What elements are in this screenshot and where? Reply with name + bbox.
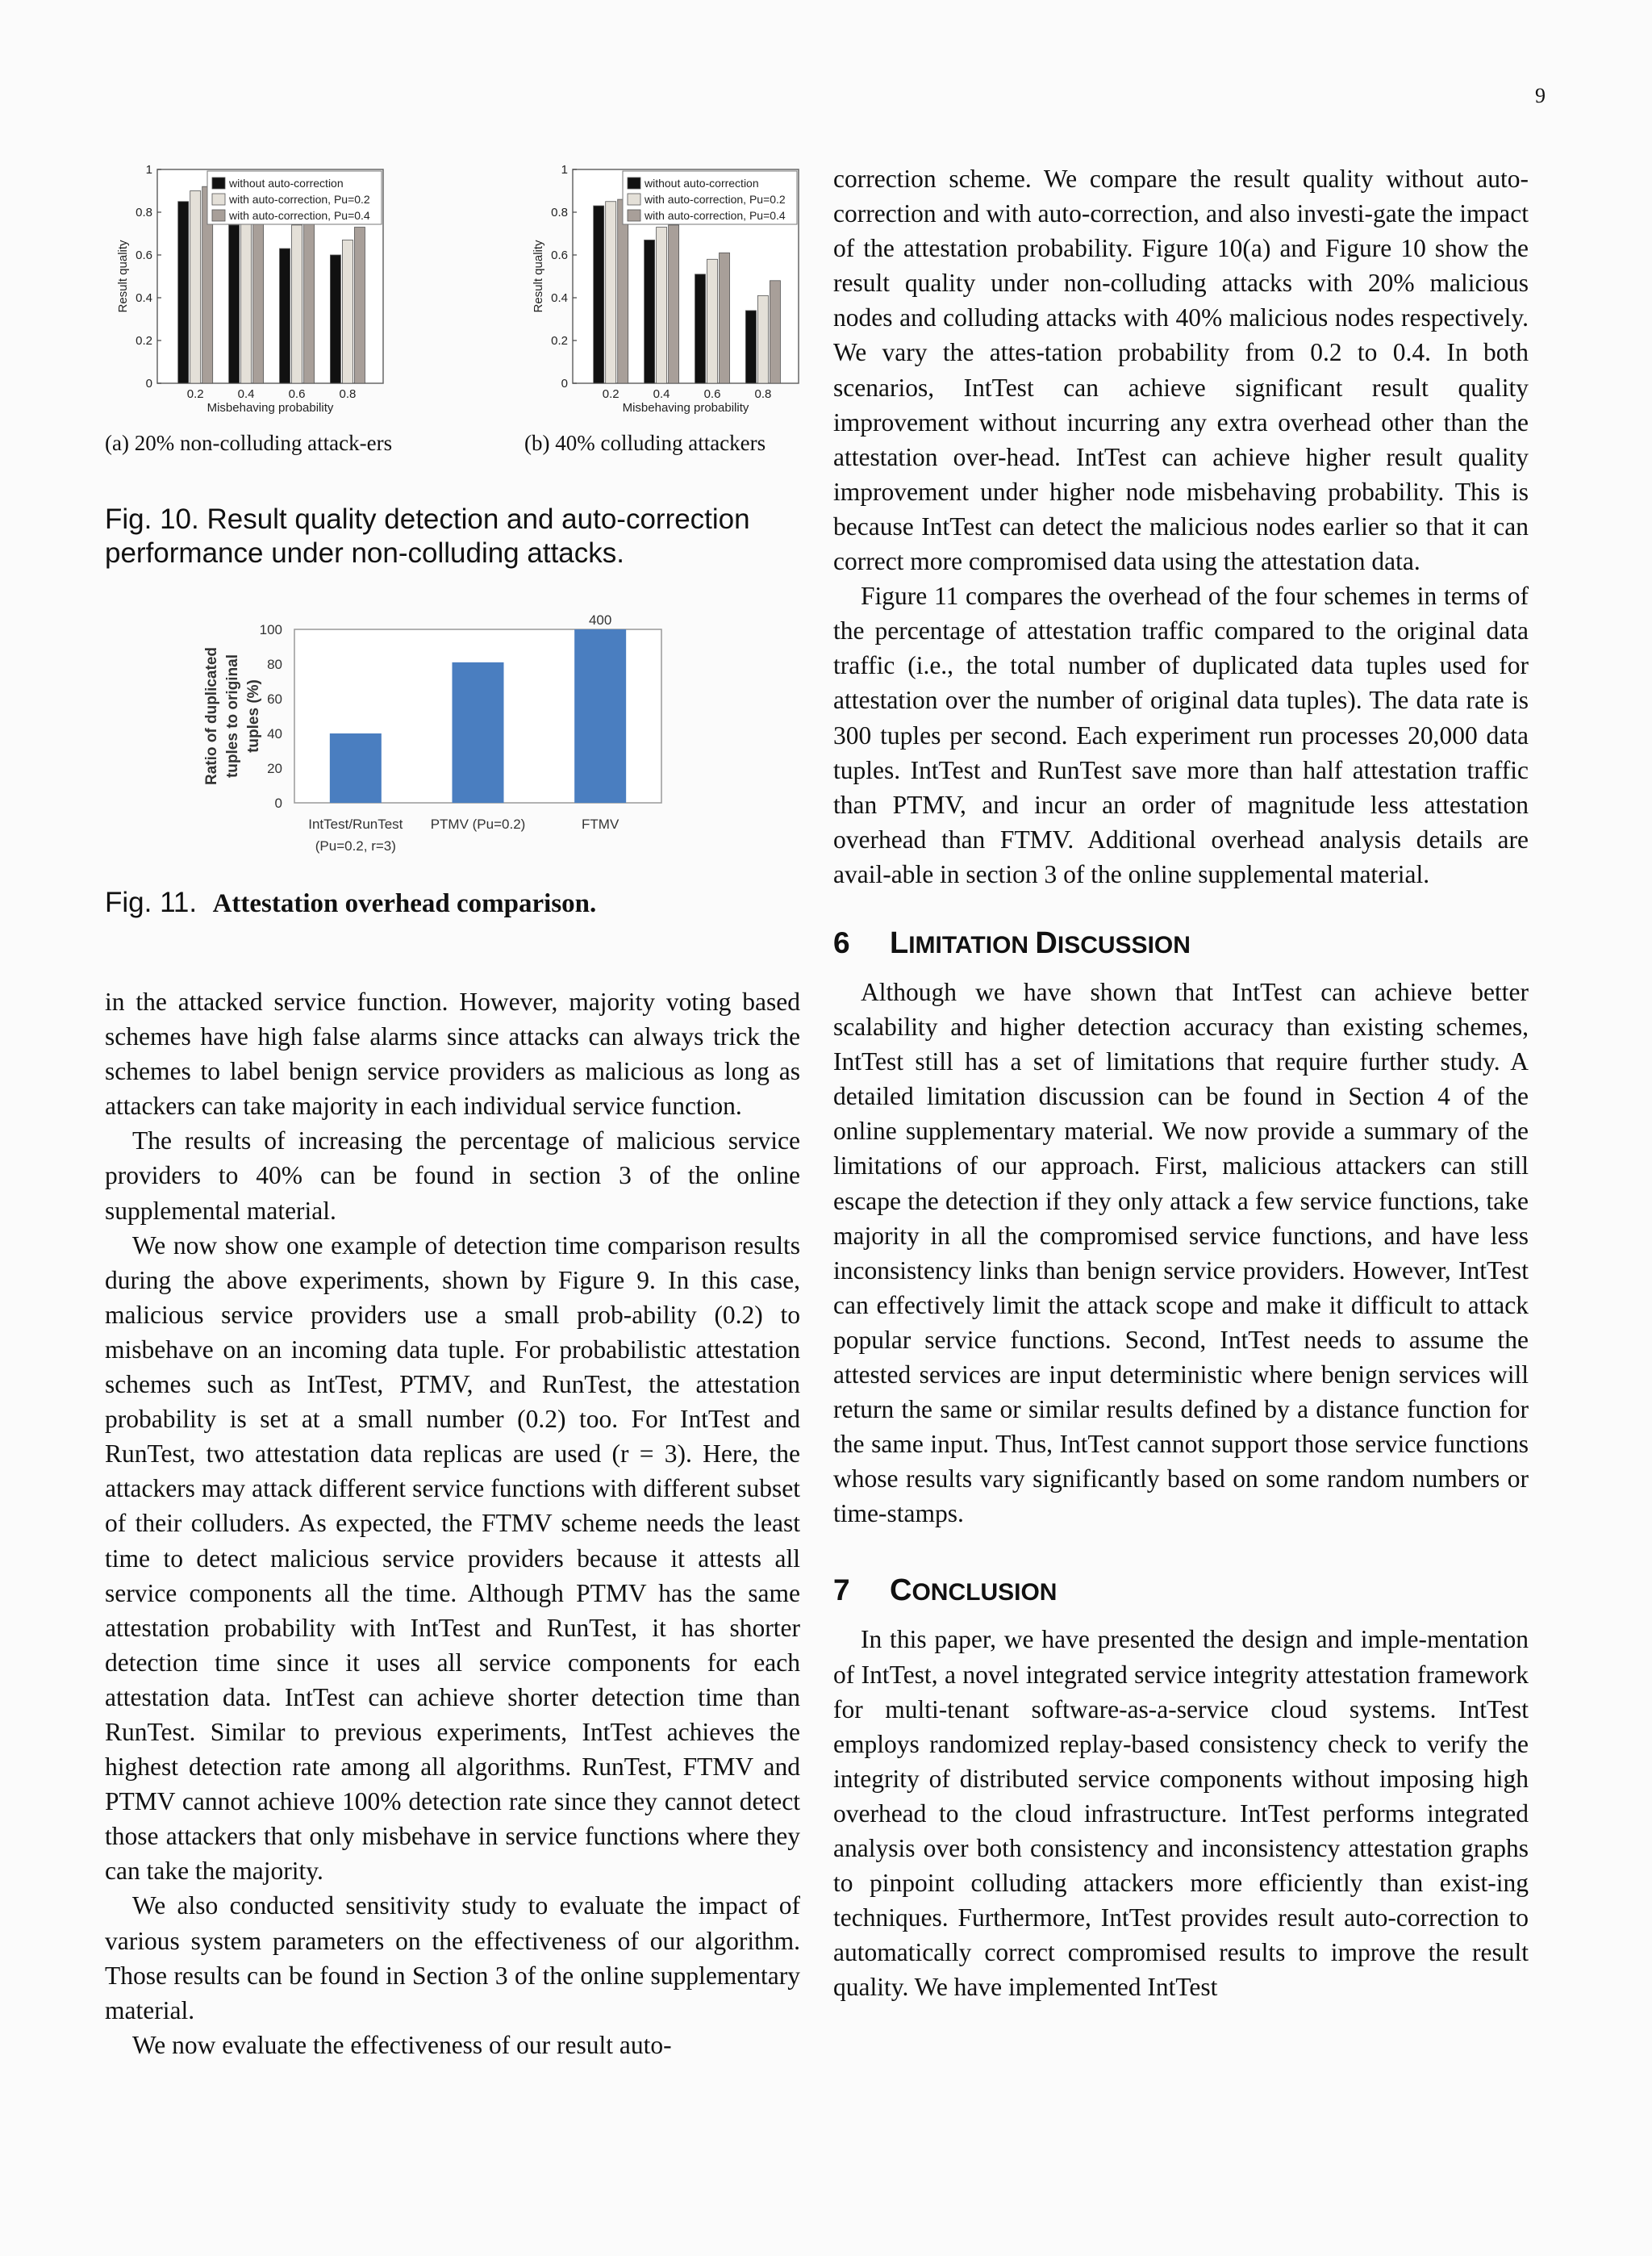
fig10a-legend-swatch xyxy=(212,178,225,189)
fig10a-bar xyxy=(253,199,264,383)
fig10b-xtick-label: 0.6 xyxy=(703,387,721,401)
fig10b-ytick-label: 0.8 xyxy=(551,206,568,219)
fig10a-ytick-label: 0 xyxy=(145,377,152,391)
fig11-ytick-label: 0 xyxy=(274,796,282,811)
fig10a-caption: (a) 20% non-colluding attack-ers xyxy=(105,431,393,455)
fig11-xtick-label: PTMV (Pu=0.2) xyxy=(430,817,526,832)
fig10b-ytick-label: 0.2 xyxy=(551,334,568,348)
fig11-ytick-label: 60 xyxy=(267,691,282,707)
section-6-number: 6 xyxy=(833,925,850,959)
fig11-caption xyxy=(105,886,807,921)
fig10b-bar xyxy=(720,253,730,383)
fig10a-bar xyxy=(354,228,365,383)
right-column xyxy=(833,161,1529,2005)
fig10a-bar xyxy=(229,225,240,383)
fig11-bar xyxy=(453,662,504,803)
fig10b-bar xyxy=(695,274,706,383)
fig10b-ylabel: Result quality xyxy=(532,240,545,313)
fig10a-bar xyxy=(178,202,189,383)
fig11-xtick-label: IntTest/RunTest xyxy=(308,817,403,832)
fig10a-bar xyxy=(190,191,201,384)
fig10b-bar xyxy=(645,240,655,383)
fig11-ytick-label: 80 xyxy=(267,657,282,672)
fig10b-xtick-label: 0.8 xyxy=(754,387,772,401)
page-number: 9 xyxy=(1535,84,1546,107)
fig10b-bar xyxy=(745,311,756,383)
left-paragraph-5: We now evaluate the effectiveness of our result auto- xyxy=(132,2030,672,2059)
fig10a-ytick-label: 1 xyxy=(145,163,152,177)
fig10a-chart xyxy=(109,165,387,420)
fig10a-ytick-label: 0.2 xyxy=(136,334,152,348)
fig10b-bar xyxy=(707,259,718,383)
fig10a-legend-label: with auto-correction, Pu=0.4 xyxy=(229,209,370,222)
fig10b-chart xyxy=(524,165,803,420)
fig10b-xtick-label: 0.2 xyxy=(602,387,620,401)
fig10a-ytick-label: 0.8 xyxy=(136,206,152,219)
fig10b-svg xyxy=(524,165,803,420)
fig11-caption-prefix: Fig. 11. xyxy=(105,887,198,918)
section-7-heading: 7 CONCLUSION xyxy=(833,1573,1058,1608)
left-column xyxy=(105,984,800,2062)
section-7-paragraph: In this paper, we have presented the design and imple-mentation of IntTest, a novel integrated service integrity attestation framework for multi-tenant software-as-a-service cloud systems. IntTest employs randomized replay-based consistency check to verify the integrity of distributed service components without imposing high overhead to the cloud infrastructure. IntTest performs integrated analysis over both consistency and inconsistency attestation graphs to pinpoint colluding attackers more efficiently than exist-ing techniques. Furthermore, IntTest provides result auto-correction to automatically correct compromised results to improve the result quality. We have implemented IntTest xyxy=(833,1625,1529,2002)
fig10a-bar xyxy=(304,215,315,383)
fig10a-xtick-label: 0.6 xyxy=(288,387,306,401)
fig10a-legend-label: with auto-correction, Pu=0.2 xyxy=(229,193,370,206)
fig10b-legend-label: without auto-correction xyxy=(645,177,759,190)
fig10b-legend-swatch xyxy=(628,178,640,189)
fig10a-ytick-label: 0.4 xyxy=(136,291,152,305)
fig10b-ytick-label: 0 xyxy=(561,377,568,391)
fig11-bar xyxy=(330,733,382,803)
fig10a-svg xyxy=(109,165,387,420)
fig10a-ylabel: Result quality xyxy=(116,240,130,313)
fig10a-xlabel: Misbehaving probability xyxy=(206,401,334,415)
fig10b-xlabel: Misbehaving probability xyxy=(622,401,749,415)
fig10a-xtick-label: 0.2 xyxy=(186,387,204,401)
fig10a-legend-label: without auto-correction xyxy=(229,177,344,190)
fig11-data-label: 400 xyxy=(588,612,612,628)
fig10a-xtick-label: 0.8 xyxy=(339,387,357,401)
fig10b-bar xyxy=(606,202,616,383)
fig11-ytick-label: 20 xyxy=(267,761,282,776)
fig11-ytick-label: 40 xyxy=(267,726,282,742)
section-7-number: 7 xyxy=(833,1573,850,1607)
fig11-xtick-label: (Pu=0.2, r=3) xyxy=(315,838,396,854)
left-paragraph-1: in the attacked service function. However, majority voting based schemes have high false alarms since attacks can always trick the schemes to label benign service providers as malicious as long as attackers can take majority in each individual service function. xyxy=(105,988,800,1121)
right-paragraph-2: Figure 11 compares the overhead of the four schemes in terms of the percentage of attestation traffic compared to the original data traffic (i.e., the total number of duplicated data tuples used for attestation over the number of original data tuples). The data rate is 300 tuples per second. Each experiment run processes 20,000 data tuples. IntTest and RunTest save more than half attestation traffic than PTMV, and incur an order of magnitude less attestation overhead than FTMV. Additional overhead analysis details are avail-able in section 3 of the online supplemental material. xyxy=(833,582,1529,888)
left-paragraph-2: The results of increasing the percentage of malicious service providers to 40% can be found in section 3 of the online supplemental material. xyxy=(105,1126,800,1225)
fig11-xtick-label: FTMV xyxy=(582,817,620,832)
fig10a-legend-swatch xyxy=(212,210,225,221)
fig11-ylabel-line: Ratio of duplicated xyxy=(203,647,220,785)
fig11-svg xyxy=(161,605,726,875)
fig10b-bar xyxy=(594,206,604,383)
fig10-caption: Fig. 10. Result quality detection and auto-correction performance under non-colluding attacks. xyxy=(105,503,750,569)
fig10b-legend-swatch xyxy=(628,194,640,205)
fig10b-ytick-label: 0.6 xyxy=(551,249,568,262)
fig11-caption-title: Attestation overhead comparison. xyxy=(212,889,597,918)
fig10b-legend-label: with auto-correction, Pu=0.4 xyxy=(645,209,786,222)
fig11-ytick-label: 100 xyxy=(259,622,282,637)
fig11-bar xyxy=(574,629,626,803)
fig11-ylabel-line: tuples to original xyxy=(224,654,241,779)
fig11-chart xyxy=(161,605,726,875)
fig10b-ytick-label: 0.4 xyxy=(551,291,568,305)
fig10b-legend-swatch xyxy=(628,210,640,221)
fig10a-ytick-label: 0.6 xyxy=(136,249,152,262)
fig10b-bar xyxy=(770,281,780,383)
fig11-ylabel-line: tuples (%) xyxy=(245,679,262,753)
fig10b-bar xyxy=(657,228,667,383)
section-6-paragraph: Although we have shown that IntTest can achieve better scalability and higher detection accuracy than existing schemes, IntTest still has a set of limitations that require further study. A detailed limitation discussion can be found in Section 4 of the online supplementary material. We now provide a summary of the limitations of our approach. First, malicious attackers can still escape the detection if they only attack a few service functions, take majority in all the compromised service functions, and have less inconsistency links than benign service providers. However, IntTest can effectively limit the attack scope and make it difficult to attack popular service functions. Second, IntTest needs to assume the attested services are input deterministic where benign services will return the same or similar results defined by a distance function for the same input. Thus, IntTest cannot support those service functions whose results vary significantly based on some random numbers or time-stamps. xyxy=(833,977,1529,1528)
fig10b-ytick-label: 1 xyxy=(561,163,568,177)
left-paragraph-4: We also conducted sensitivity study to evaluate the impact of various system parameters on the effectiveness of our algorithm. Those results can be found in Section 3 of the online supplementary material. xyxy=(105,1891,800,2024)
fig10a-xtick-label: 0.4 xyxy=(237,387,255,401)
right-paragraph-1: correction scheme. We compare the result quality without auto-correction and with auto-correction, and also investi-gate the impact of the attestation probability. Figure 10(a) and Figure 10 show the result quality under non-colluding attacks with 20% malicious nodes and colluding attacks with 40% malicious nodes respectively. We vary the attes-tation probability from 0.2 to 0.4. In both scenarios, IntTest can achieve significant result quality improvement without incurring any extra overhead other than the attestation over-head. IntTest can achieve higher result quality improvement under higher node misbehaving probability. This is because IntTest can detect the malicious nodes earlier so that it can correct more compromised data using the attestation data. xyxy=(833,165,1529,576)
fig10b-caption: (b) 40% colluding attackers xyxy=(524,431,766,455)
fig10b-bar xyxy=(669,225,679,383)
fig10b-bar xyxy=(618,199,628,383)
fig10b-legend-label: with auto-correction, Pu=0.2 xyxy=(645,193,786,206)
fig10a-legend-swatch xyxy=(212,194,225,205)
section-6-heading: 6 LIMITATION DISCUSSION xyxy=(833,925,1191,960)
fig10a-bar xyxy=(280,249,290,383)
fig10a-bar xyxy=(241,210,252,383)
fig10a-bar xyxy=(342,240,353,383)
left-paragraph-3: We now show one example of detection time comparison results during the above experiments, shown by Figure 9. In this case, malicious service providers use a small prob-ability (0.2) to misbehave on an incoming data tuple. For probabilistic attestation schemes such as IntTest, PTMV, and RunTest, the attestation probability is set at a small number (0.2) too. For IntTest and RunTest, two attestation data replicas are used (r = 3). Here, the attackers may attack different service functions with different subset of their colluders. As expected, the FTMV scheme needs the least time to detect malicious service providers because it attests all service components all the time. Although PTMV has the same attestation probability with IntTest and RunTest, it has shorter detection time since it uses all service components for each attestation data. IntTest can achieve shorter detection time than RunTest. Similar to previous experiments, IntTest achieves the highest detection rate among all algorithms. RunTest, FTMV and PTMV cannot achieve 100% detection rate since they cannot detect those attackers that only misbehave in service functions where they can take the majority. xyxy=(105,1230,800,1886)
fig10a-bar xyxy=(330,255,340,383)
fig10a-bar xyxy=(292,225,302,383)
fig10b-bar xyxy=(757,295,768,383)
fig10b-xtick-label: 0.4 xyxy=(653,387,670,401)
